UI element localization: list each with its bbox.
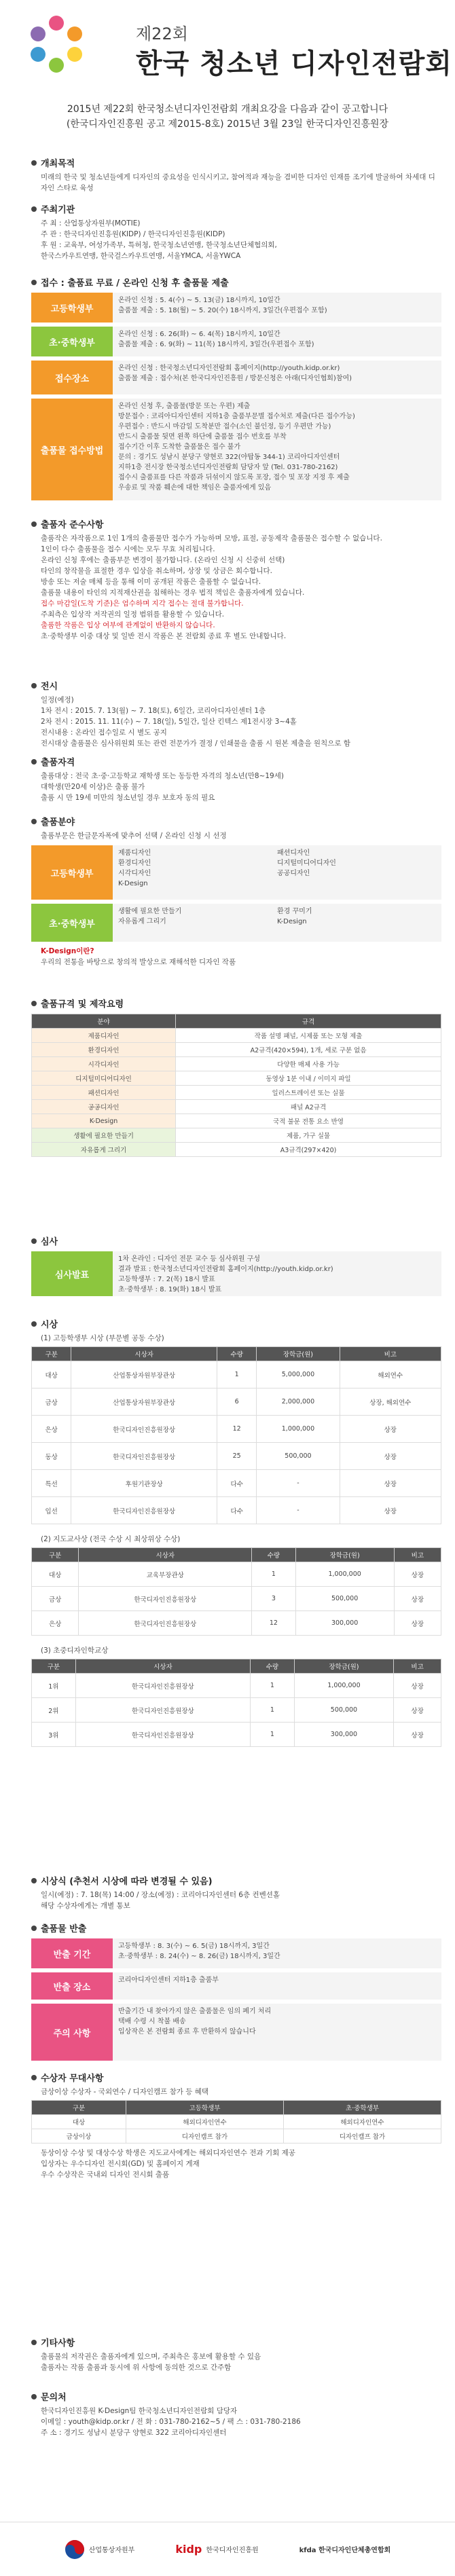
bullet-icon <box>31 2075 37 2080</box>
table-row: 은상 한국디자인진흥원장상 12 1,000,000 상장 <box>32 1416 441 1443</box>
bullet-icon <box>31 1878 37 1883</box>
table-row: 2위 한국디자인진흥원장상 1 500,000 상장 <box>32 1698 441 1723</box>
benefits-table: 구분 고등학생부 초·중학생부 대상 해외디자인연수 해외디자인연수 금상이상 디자인캠프 참가 디자인캠프 참가 <box>31 2100 441 2143</box>
text-line: 방문접수 : 코리아디자인센터 지하1층 출품부문별 접수처로 제출(다른 접수가능) <box>118 413 355 420</box>
section-title: 출품규격 및 제작요령 <box>41 999 124 1010</box>
text-line: 입상자는 우수디자인 전시회(GD) 및 홈페이지 게재 <box>41 2160 200 2168</box>
section-categories <box>31 815 441 968</box>
text-line: 주 관 : 한국디자인진흥원(KIDP) / 한국디자인진흥원(KIDP) <box>41 230 225 238</box>
text-line: 반출기간 내 찾아가지 않은 출품물은 임의 폐기 처리 <box>118 2008 272 2015</box>
table-row: 금상 한국디자인진흥원장상 3 500,000 상장 <box>32 1587 441 1611</box>
text-line: 출품자는 작품 출품과 동시에 위 사항에 동의한 것으로 간주함 <box>41 2363 232 2372</box>
text-line: 출품물 제출 : 5. 18(월) ~ 5. 20(수) 18시까지, 3일간(우편접수 포함) <box>118 307 327 314</box>
text-line: 1인이 다수 출품물을 접수 시에는 모두 무효 처리됩니다. <box>41 545 215 553</box>
category-item: 환경 꾸미기 <box>277 908 312 915</box>
section-eligibility <box>31 755 441 803</box>
text-line: 방송 또는 저술 매체 등을 통해 이미 공개된 작품은 출품할 수 없습니다. <box>41 578 261 586</box>
text-line: 입상작은 본 전람회 종료 후 반환하지 않습니다 <box>118 2028 256 2036</box>
kidp-mark-icon: kidp <box>175 2543 202 2556</box>
table-row: 자유롭게 그리기 A3규격(297×420) <box>32 1143 441 1157</box>
text-line: 일시(예정) : 7. 18(목) 14:00 / 장소(예정) : 코리아디자인센터 6층 컨벤션홀 <box>41 1891 280 1899</box>
section-rules <box>31 517 441 642</box>
label: 초·중학생부 <box>31 327 113 356</box>
text-line: 결과 발표 : 한국청소년디자인전람회 홈페이지(http://youth.kidp.or.kr) <box>118 1266 333 1273</box>
page-title: 한국 청소년 디자인전람회 <box>136 48 452 79</box>
category-item: 제품디자인 <box>118 849 151 857</box>
table-row: 3위 한국디자인진흥원장상 1 300,000 상장 <box>32 1723 441 1747</box>
edition-label: 제22회 <box>136 24 188 43</box>
text-line: 1차 온라인 : 디자인 전문 교수 등 심사위원 구성 <box>118 1255 261 1263</box>
text-line: 동상이상 수상 및 대상수상 학생은 지도교사에게는 해외디자인연수 전과 기회 제공 <box>41 2149 295 2157</box>
label: 접수장소 <box>31 361 113 394</box>
section-title: 출품물 반출 <box>41 1924 87 1934</box>
text-line: 1차 전시 : 2015. 7. 13(월) ~ 7. 18(토), 6일간, 코리아디자인센터 1층 <box>41 707 266 715</box>
table-row: 공공디자인 패널 A2규격 <box>32 1100 441 1114</box>
intro-line-2: (한국디자인진흥원 공고 제2015-8호) 2015년 3월 23일 한국디자인진흥원장 <box>66 119 389 130</box>
text-line: 지하1층 전시장 한국청소년디자인전람회 담당자 앞 (Tel. 031-780-2162) <box>118 464 338 471</box>
table-row: 동상 한국디자인진흥원장상 25 500,000 상장 <box>32 1443 441 1470</box>
table-header: 규격 <box>176 1014 441 1029</box>
text-line: 후 원 : 교육부, 여성가족부, 특허청, 한국청소년연맹, 한국청소년단체협의회, <box>41 241 277 249</box>
category-item: 디지털미디어디자인 <box>277 860 336 867</box>
table-row: 금상 산업통상자원부장관상 6 2,000,000 상장, 해외연수 <box>32 1388 441 1416</box>
return-period <box>31 1938 441 1968</box>
table-row: 1위 한국디자인진흥원장상 1 1,000,000 상장 <box>32 1674 441 1698</box>
table-row: 생활에 필요한 만들기 제품, 가구 실물 <box>32 1128 441 1143</box>
section-title: 수상자 무대사항 <box>41 2074 104 2084</box>
text-line: 초·중학생부 이중 대상 및 일반 전시 작품은 본 전람회 종료 후 별도 안내합니다. <box>41 632 287 640</box>
return-place <box>31 1972 441 2000</box>
text-line: 한국스카우트연맹, 한국걸스카우트연맹, 서울YMCA, 서울YWCA <box>41 252 241 260</box>
text-line: 주 최 : 산업통상자원부(MOTIE) <box>41 219 141 227</box>
note: 출품부문은 한글문자폭에 맞추어 선택 / 온라인 신청 시 선정 <box>41 832 227 840</box>
table-caption: (2) 지도교사상 (전국 수상 시 최상위상 수상) <box>41 1535 181 1543</box>
text-line: 코리아디자인센터 지하1층 출품부 <box>118 1976 219 1984</box>
text-line: 출품 시 만 19세 미만의 청소년일 경우 보호자 동의 필요 <box>41 794 215 802</box>
kdesign-title: K-Design이란? <box>41 947 94 955</box>
text-line: 우송료 및 작품 훼손에 대한 책임은 출품자에게 있음 <box>118 484 272 492</box>
text-line: 초·중학생부 : 8. 24(수) ~ 8. 26(금) 18시까지, 3일간 <box>118 1953 280 1960</box>
label: 반출 기간 <box>31 1938 113 1968</box>
text-line: 반드시 출품물 뒷면 왼쪽 하단에 출품물 접수 번호를 부착 <box>118 433 287 441</box>
text-line: 고등학생부 : 8. 3(수) ~ 6. 5(금) 18시까지, 3일간 <box>118 1943 270 1950</box>
registration-high <box>31 293 441 323</box>
text-line: 우수 수상작은 국내외 디자인 전시회 출품 <box>41 2171 170 2179</box>
awards-table-teacher: 구분 시상자 수량 장학금(원) 비고 대상 교육부장관상 1 1,000,000 상장 금상 한국디자인진흥원장상 3 500,000 상장 은상 한국디자인진흥원장상 12 300,000 상장 <box>31 1547 441 1636</box>
text-line: 출품물의 저작권은 출품자에게 있으며, 주최측은 홍보에 활용할 수 있음 <box>41 2353 261 2361</box>
label: 반출 장소 <box>31 1972 113 2000</box>
section-misc <box>31 2336 441 2373</box>
category-item: 자유롭게 그리기 <box>118 918 166 925</box>
table-row: 은상 한국디자인진흥원장상 12 300,000 상장 <box>32 1611 441 1636</box>
category-high <box>31 845 441 900</box>
table-row: 입선 한국디자인진흥원장상 다수 - 상장 <box>32 1497 441 1524</box>
registration-mid <box>31 327 441 356</box>
section-title: 개최목적 <box>41 159 75 169</box>
section-exhibition <box>31 679 441 749</box>
table-row: 특선 후원기관장상 다수 - 상장 <box>32 1470 441 1497</box>
section-title: 기타사항 <box>41 2338 75 2349</box>
table-row: 제품디자인 작품 설명 패널, 시제품 또는 모형 제출 <box>32 1029 441 1043</box>
table-header: 분야 <box>32 1014 176 1029</box>
section-title: 전시 <box>41 682 58 692</box>
table-row: 디지털미디어디자인 동영상 1분 이내 / 이미지 파일 <box>32 1071 441 1086</box>
text-line: 출품물 내용이 타인의 지적재산권을 침해하는 경우 법적 책임은 출품자에게 있습니다. <box>41 589 305 597</box>
bullet-icon <box>31 206 37 212</box>
table-row: K-Design 국적 불문 전통 요소 반영 <box>32 1114 441 1128</box>
label: 고등학생부 <box>31 293 113 323</box>
text-line: 온라인 신청 후, 출품물(방문 또는 우편) 제출 <box>118 403 251 410</box>
category-item: 생활에 필요한 만들기 <box>118 908 182 915</box>
text-line: 이메일 : youth@kidp.or.kr / 전 화 : 031-780-2162~5 / 팩 스 : 031-780-2186 <box>41 2418 301 2426</box>
header <box>0 0 455 146</box>
taegeuk-icon <box>65 2539 85 2560</box>
text-line: 문의 : 경기도 성남시 분당구 양현로 322(야탑동 344-1) 코리아디자인센터 <box>118 454 340 461</box>
bullet-icon <box>31 1238 37 1244</box>
text-line: 고등학생부 : 7. 2(목) 18시 발표 <box>118 1276 215 1283</box>
category-mid <box>31 904 441 942</box>
category-item: 공공디자인 <box>277 870 310 877</box>
table-row: 시각디자인 다양한 매체 사용 가능 <box>32 1057 441 1071</box>
text-line: 주최측은 입상작 저작권의 일정 범위를 활용할 수 있습니다. <box>41 610 225 619</box>
bullet-icon <box>31 160 37 166</box>
text-line: 우편접수 : 반드시 마감일 도착분만 접수(소인 불인정, 등기 우편만 가능) <box>118 423 331 430</box>
intro-line-1: 2015년 제22회 한국청소년디자인전람회 개최요강을 다음과 같이 공고합니다 <box>67 104 388 115</box>
motie-logo: 산업통상자원부 <box>65 2539 135 2560</box>
bullet-icon <box>31 819 37 824</box>
section-title: 심사 <box>41 1237 58 1247</box>
table-row: 대상 교육부장관상 1 1,000,000 상장 <box>32 1562 441 1587</box>
section-awards <box>31 1317 441 1747</box>
registration-place <box>31 361 441 394</box>
text-line: 출품대상 : 전국 초·중·고등학교 재학생 또는 동등한 자격의 청소년(만8~19세) <box>41 772 284 780</box>
flower-logo-icon <box>26 15 87 75</box>
text-line: 초·중학생부 : 8. 19(화) 18시 발표 <box>118 1286 222 1293</box>
text-line: 출품물 제출 : 6. 9(화) ~ 11(목) 18시까지, 3일간(우편접수 포함) <box>118 341 314 348</box>
text-line: 전시내용 : 온라인 접수일로 시 별도 공지 <box>41 729 167 737</box>
bullet-icon <box>31 2394 37 2399</box>
text-line: 일정(예정) <box>41 696 74 704</box>
bullet-icon <box>31 1926 37 1931</box>
section-registration <box>31 276 441 500</box>
text-line: 출품작은 자작품으로 1인 1개의 출품물만 접수가 가능하며 모방, 표절, 공동제작 출품물은 접수할 수 없습니다. <box>41 534 382 542</box>
awards-table-high: 구분 시상자 수량 장학금(원) 비고 대상 산업통상자원부장관상 1 5,000,000 해외연수 금상 산업통상자원부장관상 6 2,000,000 상장, 해외연수 은상 한국디자인진흥원장상 12 1,000,000 상장 동상 한국디자인진흥원장상 25 500,000 상장 특선 후원기관장상 다수 - 상장 입선 한국디자인진흥원장상 다수 - 상장 <box>31 1346 441 1524</box>
section-return <box>31 1921 441 2061</box>
return-notice <box>31 2004 441 2061</box>
table-caption: (1) 고등학생부 시상 (부문별 공동 수상) <box>41 1334 164 1342</box>
category-item: 환경디자인 <box>118 860 151 867</box>
bullet-icon <box>31 2340 37 2345</box>
label: 고등학생부 <box>31 845 113 900</box>
bullet-icon <box>31 759 37 765</box>
table-row: 대상 산업통상자원부장관상 1 5,000,000 해외연수 <box>32 1361 441 1388</box>
section-ceremony <box>31 1874 441 1911</box>
category-item: 패션디자인 <box>277 849 310 857</box>
text-line: 대학생(만20세 이상)은 출품 불가 <box>41 783 145 791</box>
text-line: 출품물 제출 : 접수처(본 한국디자인진흥원 / 방문신청은 아래(디자인협회)참여) <box>118 375 352 382</box>
label: 초·중학생부 <box>31 904 113 942</box>
intro-text <box>27 102 428 132</box>
table-row: 환경디자인 A2규격(420×594), 1개, 세로 구분 없음 <box>32 1043 441 1057</box>
section-text: 미래의 한국 및 청소년들에게 디자인의 중요성을 인식시키고, 참여적과 재능을 겸비한 디자인 인재를 조기에 발굴하여 차세대 디자인 스타로 육성 <box>41 173 435 192</box>
text-line: 온라인 신청 : 5. 4(수) ~ 5. 13(금) 18시까지, 10일간 <box>118 297 280 304</box>
text-line: 온라인 신청 : 6. 26(화) ~ 6. 4(목) 18시까지, 10일간 <box>118 331 280 338</box>
section-title: 시상 <box>41 1320 58 1330</box>
category-item: K-Design <box>277 918 307 925</box>
note: 금상이상 수상자 - 국외연수 / 디자인캠프 참가 등 혜택 <box>41 2088 209 2096</box>
category-item: 시각디자인 <box>118 870 151 877</box>
category-item: K-Design <box>118 880 148 887</box>
section-title: 시상식 (추천서 시상에 따라 변경될 수 있음) <box>41 1877 213 1887</box>
section-title: 출품분야 <box>41 817 75 828</box>
section-title: 문의처 <box>41 2393 67 2403</box>
kfda-logo: kfda 한국디자인단체총연합회 <box>299 2547 391 2554</box>
text-line: 2차 전시 : 2015. 11. 11(수) ~ 7. 18(일), 5일간, 일산 킨텍스 제1전시장 3~4홀 <box>41 718 297 726</box>
table-row: 대상 해외디자인연수 해외디자인연수 <box>32 2115 441 2129</box>
section-specs <box>31 997 441 1157</box>
awards-table-school: 구분 시상자 수량 장학금(원) 비고 1위 한국디자인진흥원장상 1 1,000,000 상장 2위 한국디자인진흥원장상 1 500,000 상장 3위 한국디자인진흥원장상 1 300,000 상장 <box>31 1659 441 1747</box>
section-title: 출품자 준수사항 <box>41 520 104 530</box>
text-line: 해당 수상자에게는 개별 통보 <box>41 1902 130 1910</box>
text-line: 전시대상 출품물은 심사위원회 또는 관련 전문가가 결정 / 인쇄물을 출품 시 원본 제출을 원칙으로 함 <box>41 739 350 748</box>
text-line: 출품한 작품은 입상 여부에 관계없이 반환하지 않습니다. <box>41 621 215 629</box>
table-caption: (3) 초중디자인학교상 <box>41 1646 109 1655</box>
section-contact <box>31 2390 441 2438</box>
text-line: 접수시 출품표를 다른 작품과 뒤섞이지 않도록 포장, 접수 및 포장 지정 후 제출 <box>118 474 350 481</box>
footer <box>0 2522 455 2576</box>
label: 출품물 접수방법 <box>31 399 113 500</box>
section-title: 출품자격 <box>41 758 75 768</box>
section-title: 접수 : 출품료 무료 / 온라인 신청 후 출품물 제출 <box>41 278 229 289</box>
text-line: 온라인 신청 후에는 출품부문 변경이 불가합니다. (온라인 신청 시 신중히 선택) <box>41 556 285 564</box>
section-judging <box>31 1234 441 1296</box>
text-line: 타인의 창작물을 표절한 경우 입상을 취소하며, 상장 및 상금은 회수합니다. <box>41 567 273 575</box>
bullet-icon <box>31 280 37 285</box>
label: 심사발표 <box>31 1251 113 1296</box>
section-winners <box>31 2071 441 2180</box>
bullet-icon <box>31 1321 37 1327</box>
text-line: 접수 마감일(도착 기준)은 엄수하며 지각 접수는 절대 불가합니다. <box>41 600 244 608</box>
text-line: 택배 수령 시 착불 배송 <box>118 2018 186 2025</box>
label: 주의 사항 <box>31 2004 113 2061</box>
registration-method <box>31 399 441 500</box>
table-row: 패션디자인 일러스트레이션 또는 실물 <box>32 1086 441 1100</box>
section-title: 주최기관 <box>41 205 75 215</box>
kidp-logo: kidp 한국디자인진흥원 <box>175 2543 259 2556</box>
kdesign-text: 우리의 전통을 바탕으로 창의적 발상으로 재해석한 디자인 작품 <box>41 958 236 966</box>
bullet-icon <box>31 521 37 527</box>
bullet-icon <box>31 1001 37 1006</box>
table-row: 금상이상 디자인캠프 참가 디자인캠프 참가 <box>32 2129 441 2143</box>
text-line: 온라인 신청 : 한국청소년디자인전람회 홈페이지(http://youth.kidp.or.kr) <box>118 365 340 372</box>
section-purpose <box>31 156 441 194</box>
judging-block <box>31 1251 441 1296</box>
text-line: 주 소 : 경기도 성남시 분당구 양현로 322 코리아디자인센터 <box>41 2429 227 2437</box>
section-organizers <box>31 202 441 261</box>
text-line: 접수기간 이후 도착한 출품물은 접수 불가 <box>118 443 241 451</box>
bullet-icon <box>31 683 37 688</box>
specs-table <box>31 1014 441 1157</box>
text-line: 한국디자인진흥원 K-Design팀 한국청소년디자인전람회 담당자 <box>41 2407 238 2415</box>
